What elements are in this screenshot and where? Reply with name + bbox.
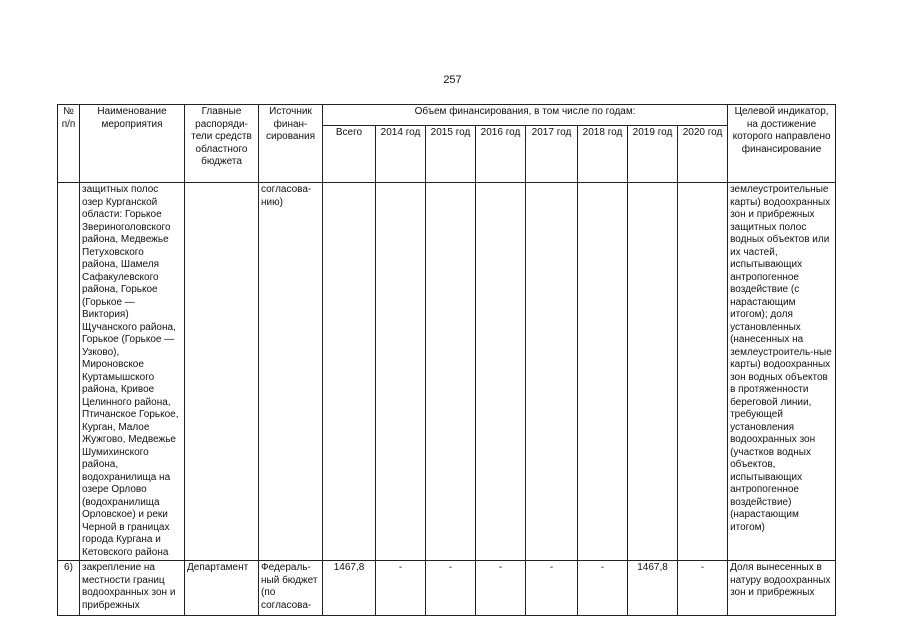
cell-year: [578, 183, 628, 561]
table-row: [58, 183, 836, 561]
header-total: Всего: [323, 126, 376, 183]
cell-name: защитных полос озер Курганской области: Горькое Звериноголовского района, Медвежье Петуховского района, Шамеля Сафакулевского района, Горькое (Горькое — Виктория) Щучанского района, Горькое (Горькое — Узково), Мироновское Куртамышского района, Кривое Целинного района, Птичанское Горькое, Курган, Малое Жужгово, Медвежье Шумихинского района, водохранилища на озере Орлово (водохранилища Орловское) и реки Черной в границах города Кургана и Кетовского района: [80, 183, 185, 561]
cell-year: 1467,8: [628, 561, 678, 616]
cell-year: -: [476, 561, 526, 616]
cell-year: -: [678, 561, 728, 616]
cell-indicator: землеустроительные карты) водоохранных зон и прибрежных защитных полос водных объектов или их частей, испытывающих антропогенное воздействие (с нарастающим итогом); доля установленных (нанесенных на землеустроитель-ные карты) водоохранных зон водных объектов в протяженности береговой линии, требующей установления водоохранных зон (участков водных объектов, испытывающих антропогенное воздействие) (нарастающим итогом): [728, 183, 836, 561]
header-num: № п/п: [58, 105, 80, 183]
header-volume: Объем финансирования, в том числе по годам:: [323, 105, 728, 126]
header-indicator: Целевой индикатор, на достижение которого направлено финансирование: [728, 105, 836, 183]
header-year: 2018 год: [578, 126, 628, 183]
cell-year: [526, 183, 578, 561]
cell-total: [323, 183, 376, 561]
header-managers: Главные распоряди-тели средств областного бюджета: [185, 105, 259, 183]
header-year: 2019 год: [628, 126, 678, 183]
cell-source: Федераль-ный бюджет (по согласова-: [259, 561, 323, 616]
cell-num: [58, 183, 80, 561]
header-year: 2015 год: [426, 126, 476, 183]
cell-total: 1467,8: [323, 561, 376, 616]
header-row: [58, 105, 836, 126]
header-year: 2017 год: [526, 126, 578, 183]
header-year: 2016 год: [476, 126, 526, 183]
cell-year: [376, 183, 426, 561]
cell-year: -: [578, 561, 628, 616]
cell-managers: [185, 183, 259, 561]
header-year: 2014 год: [376, 126, 426, 183]
header-source: Источник финан-сирования: [259, 105, 323, 183]
table-row: [58, 561, 836, 616]
financing-table: [57, 104, 836, 616]
cell-year: [678, 183, 728, 561]
cell-year: -: [376, 561, 426, 616]
header-name: Наименование мероприятия: [80, 105, 185, 183]
cell-managers: Департамент: [185, 561, 259, 616]
cell-year: [628, 183, 678, 561]
cell-indicator: Доля вынесенных в натуру водоохранных зон и прибрежных: [728, 561, 836, 616]
cell-year: [476, 183, 526, 561]
cell-year: -: [526, 561, 578, 616]
cell-source: согласова-нию): [259, 183, 323, 561]
cell-year: -: [426, 561, 476, 616]
cell-num: 6): [58, 561, 80, 616]
cell-year: [426, 183, 476, 561]
cell-name: закрепление на местности границ водоохранных зон и прибрежных: [80, 561, 185, 616]
page-number: 257: [443, 74, 462, 86]
header-year: 2020 год: [678, 126, 728, 183]
